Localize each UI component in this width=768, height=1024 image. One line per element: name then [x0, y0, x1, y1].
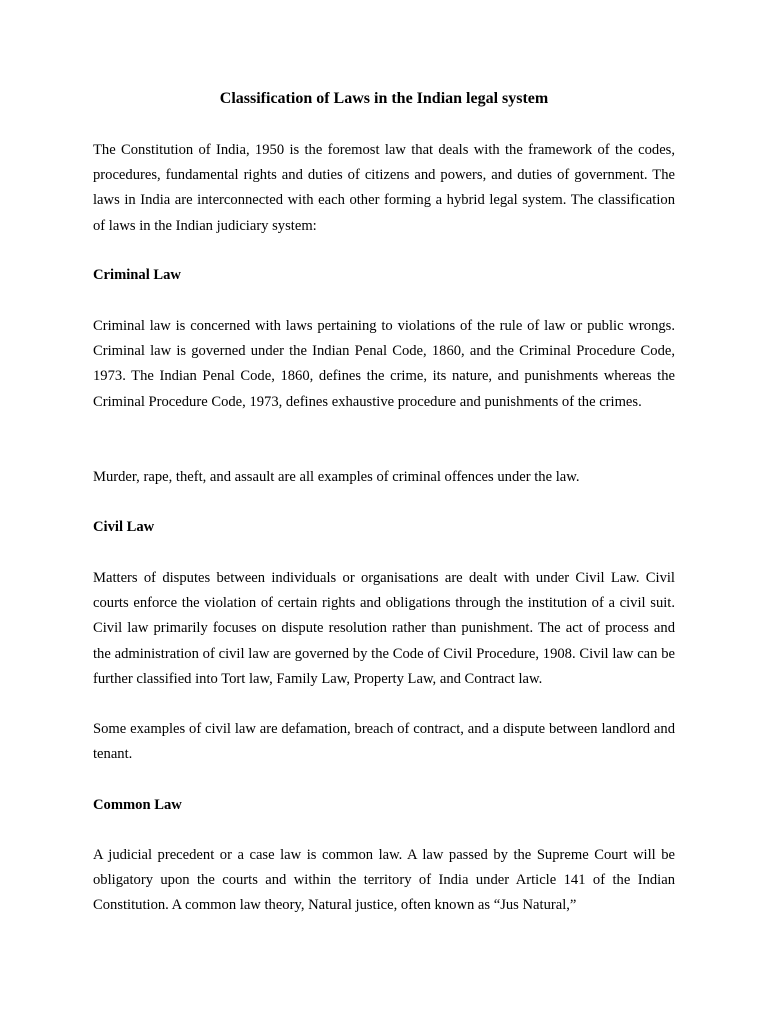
civil-law-heading: Civil Law: [93, 519, 155, 535]
civil-law-paragraph: Matters of disputes between individuals or organisations are dealt with under Civil Law. Civil courts enforce the violation of certain rights and obligations through the institution of a civil suit. Civil law primarily focuses on dispute resolution rather than punishment. The act of process and the administration of civil law are governed by the Code of Civil Procedure, 1908. Civil law can be further classified into Tort law, Family Law, Property Law, and Contract law.: [93, 570, 675, 687]
document-title: Classification of Laws in the Indian legal system: [219, 90, 549, 107]
criminal-law-examples: Murder, rape, theft, and assault are all examples of criminal offences under the law.: [93, 469, 580, 485]
common-law-paragraph: A judicial precedent or a case law is common law. A law passed by the Supreme Court will be obligatory upon the courts and within the territory of India under Article 141 of the Indian Constitution. A common law theory, Natural justice, often known as “Jus Natural,”: [93, 847, 675, 914]
intro-paragraph: The Constitution of India, 1950 is the foremost law that deals with the framework of the codes, procedures, fundamental rights and duties of citizens and powers, and duties of government. The laws in India are interconnected with each other forming a hybrid legal system. The classification of laws in the Indian judiciary system:: [93, 142, 675, 234]
civil-law-examples: Some examples of civil law are defamation, breach of contract, and a dispute between landlord and tenant.: [93, 721, 675, 763]
criminal-law-paragraph: Criminal law is concerned with laws pertaining to violations of the rule of law or public wrongs. Criminal law is governed under the Indian Penal Code, 1860, and the Criminal Procedure Code, 1973. The Indian Penal Code, 1860, defines the crime, its nature, and punishments whereas the Criminal Procedure Code, 1973, defines exhaustive procedure and punishments of the crimes.: [93, 318, 675, 410]
common-law-heading: Common Law: [93, 797, 182, 813]
criminal-law-heading: Criminal Law: [93, 267, 181, 283]
